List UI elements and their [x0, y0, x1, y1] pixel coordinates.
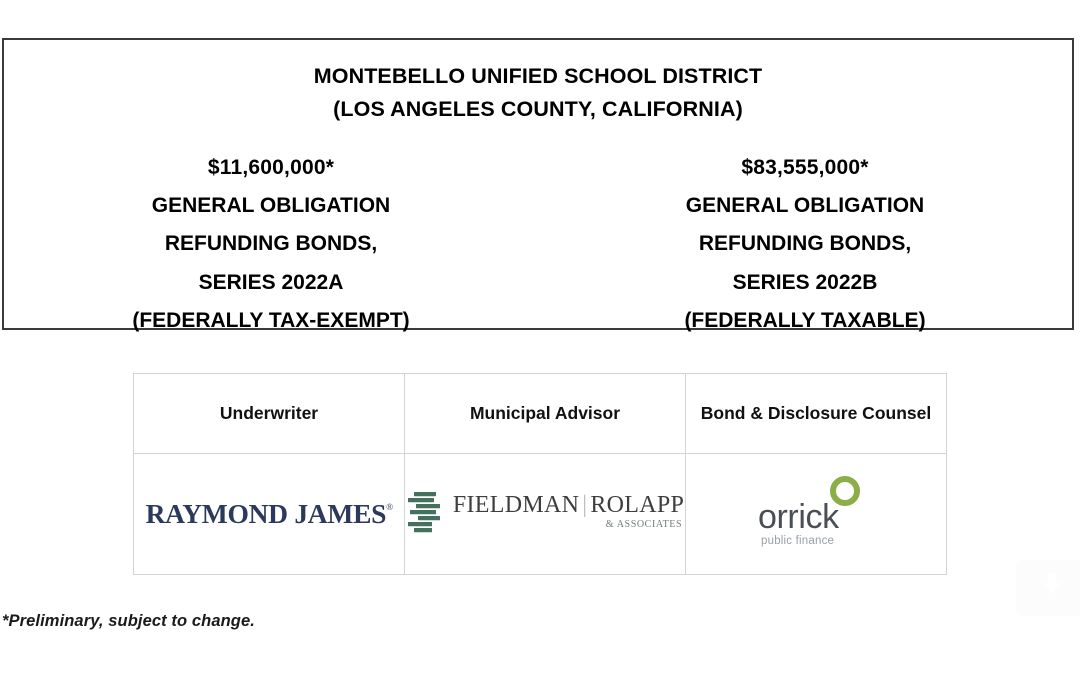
series-b-line2: GENERAL OBLIGATION [685, 194, 925, 218]
bond-issue-headline-box [2, 38, 1074, 330]
table-header-row [134, 374, 947, 454]
district-name: MONTEBELLO UNIFIED SCHOOL DISTRICT [313, 64, 763, 88]
series-a-line2: GENERAL OBLIGATION [151, 194, 391, 218]
fieldman-arrow-bars-icon [406, 490, 446, 534]
series-a-line5: (FEDERALLY TAX-EXEMPT) [132, 308, 410, 332]
raymond-james-logo [145, 499, 393, 530]
series-b-line4: SERIES 2022B [732, 270, 878, 294]
district-county: (LOS ANGELES COUNTY, CALIFORNIA) [333, 96, 743, 121]
fieldman-associates-tagline: & ASSOCIATES [605, 519, 683, 530]
registered-trademark-icon: ® [385, 501, 393, 512]
fieldman-rolapp-names [453, 492, 684, 518]
series-b-line3: REFUNDING BONDS, [698, 232, 912, 256]
series-b-amount: $83,555,000* [741, 156, 869, 179]
preliminary-footnote: *Preliminary, subject to change. [2, 612, 255, 630]
bond-issue-series-a [4, 149, 538, 340]
download-button[interactable] [1016, 560, 1080, 616]
orrick-public-finance-tagline: public finance [761, 534, 835, 547]
series-a-line4: SERIES 2022A [198, 270, 344, 294]
column-header-underwriter: Underwriter [134, 374, 405, 454]
orrick-logo [752, 474, 880, 550]
underwriter-logo-cell [134, 454, 405, 575]
fieldman-rolapp-wordmark [453, 493, 684, 530]
orrick-wordmark: orrick [758, 497, 839, 536]
rolapp-name: ROLAPP [590, 492, 685, 518]
fieldman-name: FIELDMAN [452, 492, 580, 518]
fieldman-rolapp-logo [406, 490, 684, 534]
series-a-line3: REFUNDING BONDS, [164, 232, 378, 256]
municipal-advisor-logo-cell [405, 454, 686, 575]
bond-issues-row [4, 149, 1072, 340]
series-b-line5: (FEDERALLY TAXABLE) [684, 308, 926, 332]
page-title [4, 66, 1072, 120]
raymond-james-wordmark: RAYMOND JAMES [145, 498, 386, 529]
series-a-amount: $11,600,000* [207, 156, 335, 179]
bond-issue-series-b [538, 149, 1072, 340]
column-header-bond-disclosure-counsel: Bond & Disclosure Counsel [686, 374, 947, 454]
bond-counsel-logo-cell [686, 454, 947, 575]
column-header-municipal-advisor: Municipal Advisor [405, 374, 686, 454]
table-row [134, 454, 947, 575]
financing-team-table [133, 373, 947, 575]
logo-divider: | [582, 492, 588, 518]
download-icon [1037, 570, 1067, 600]
